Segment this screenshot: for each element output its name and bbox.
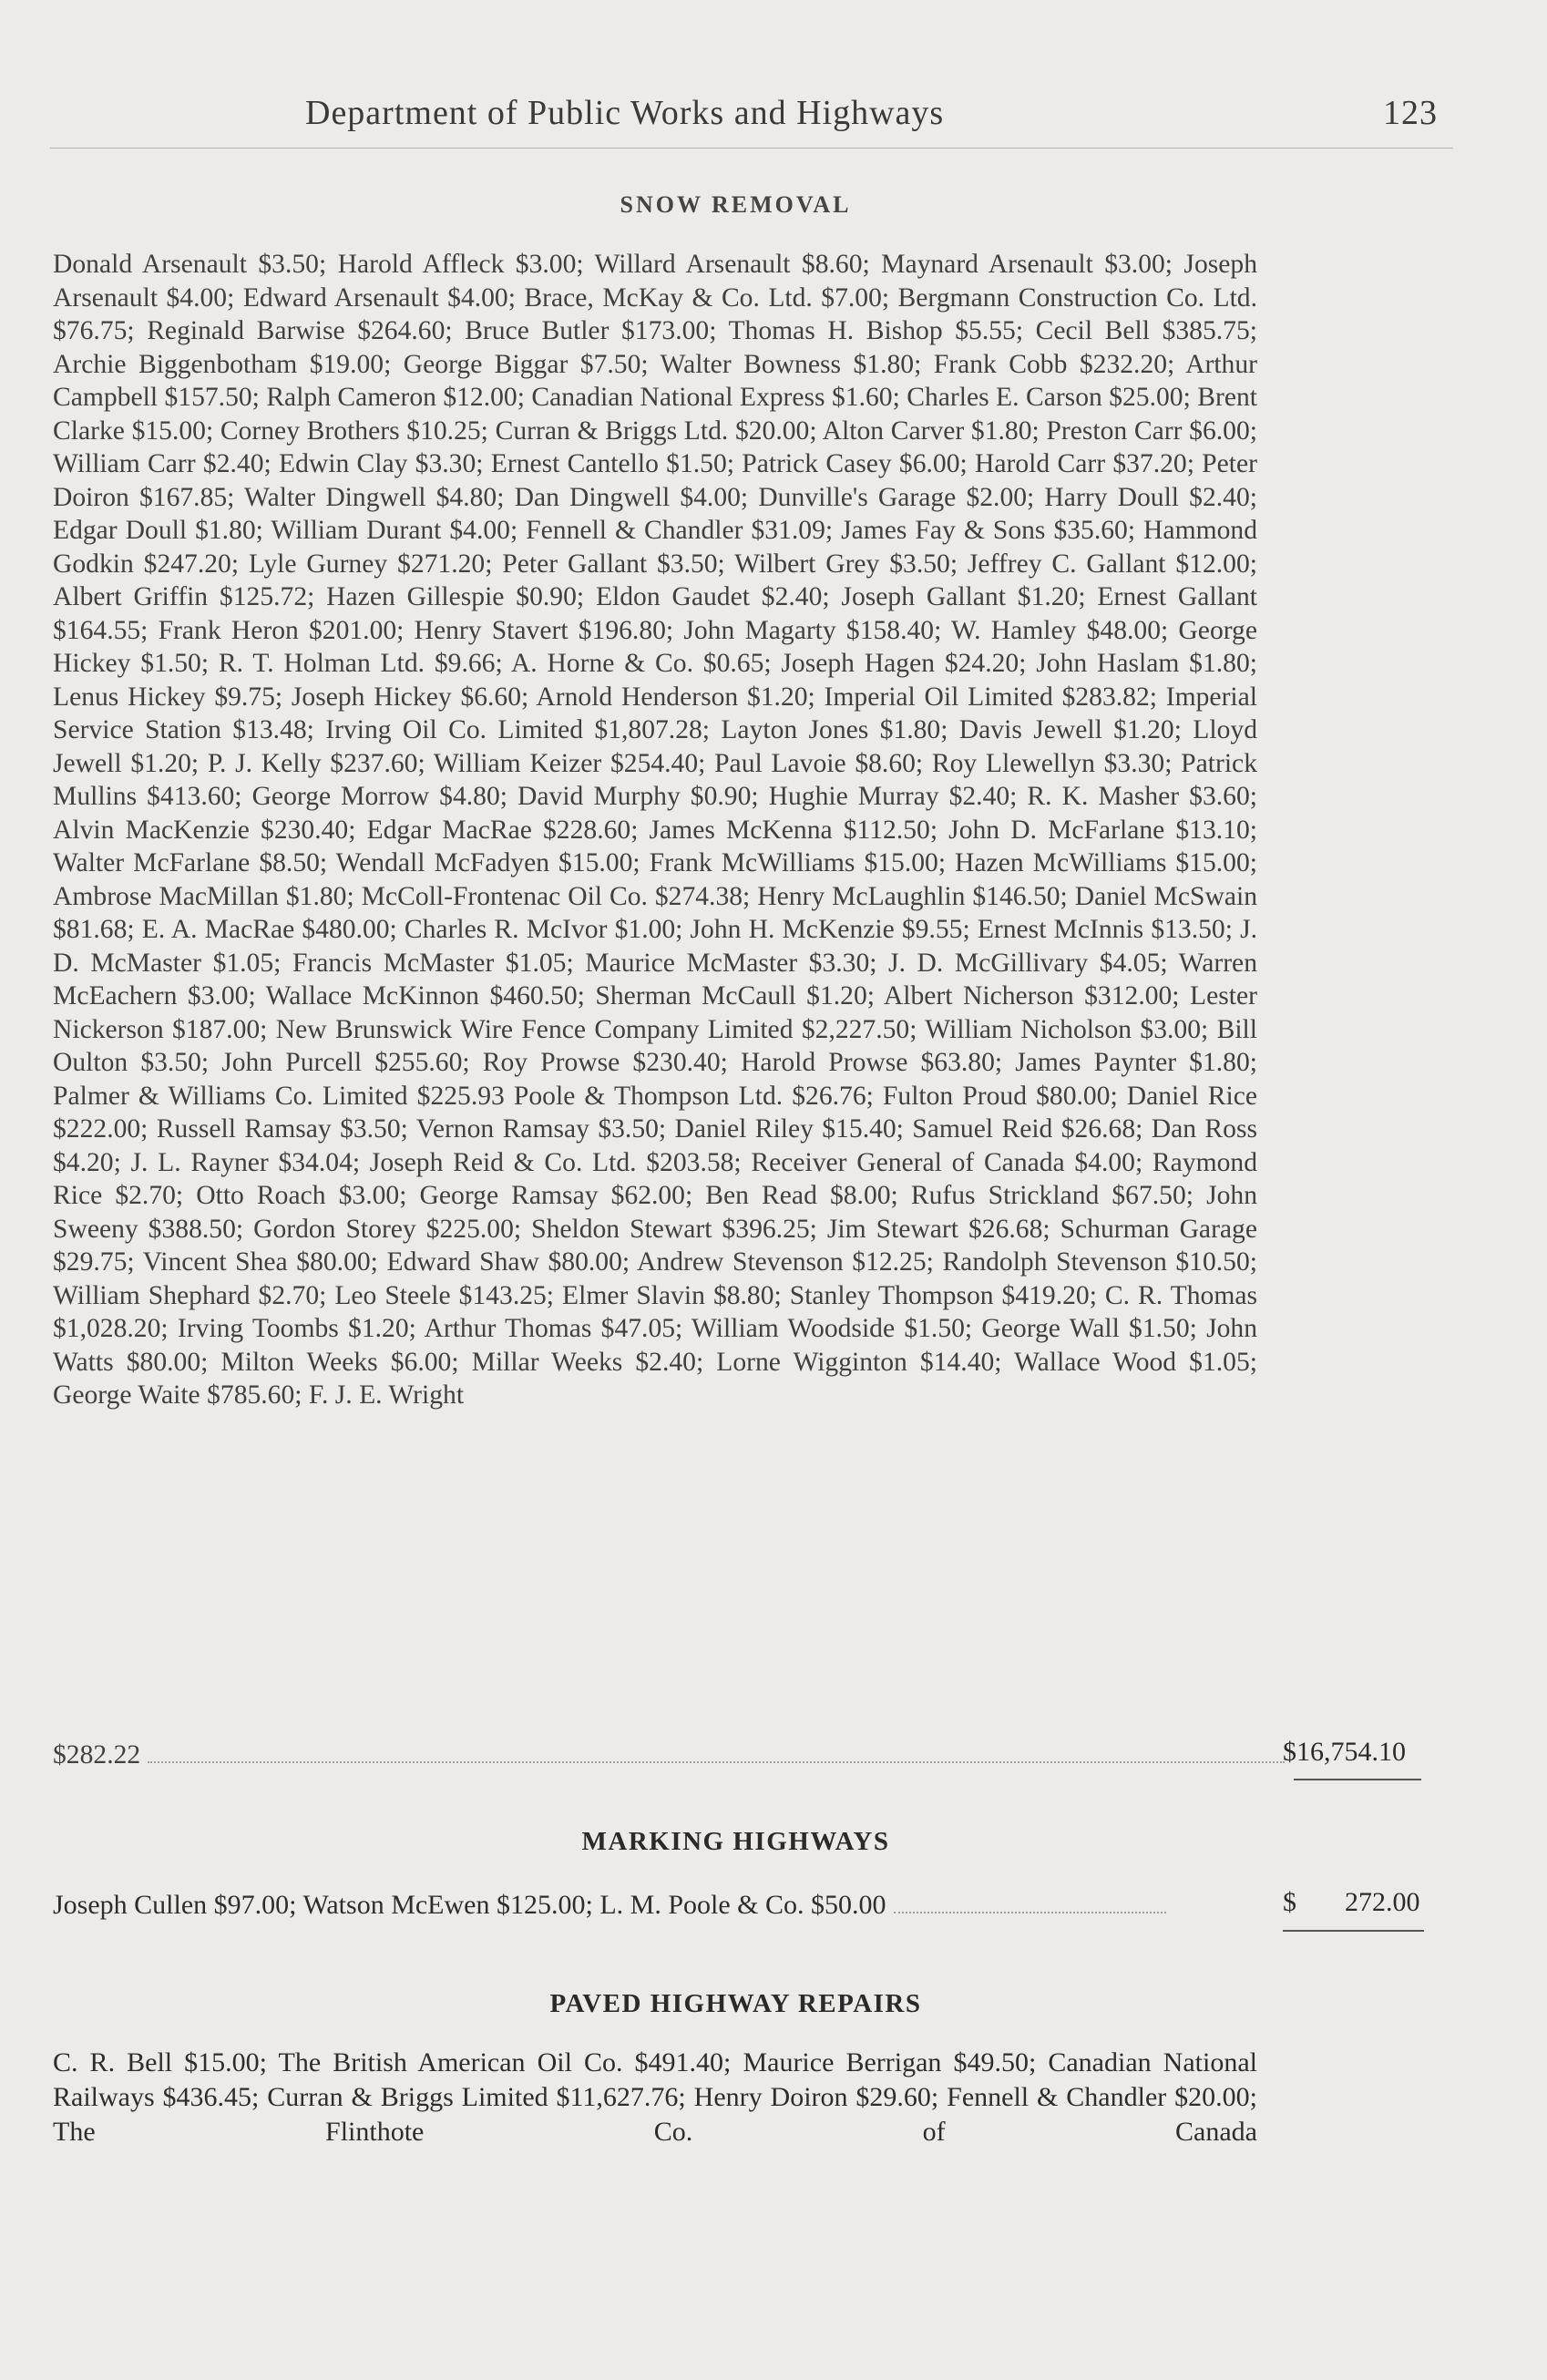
section-heading-marking-highways: MARKING HIGHWAYS xyxy=(581,1827,890,1856)
snow-removal-entries: Donald Arsenault $3.50; Harold Affleck $3.00; Willard Arsenault $8.60; Maynard Arsenault $3.00; Joseph Arsenault $4.00; Edward Arsenault $4.00; Brace, McKay & Co. Ltd. $7.00; Bergmann Construction Co. Ltd. $76.75; Reginald Barwise $264.60; Bruce Butler $173.00; Thomas H. Bishop $5.55; Cecil Bell $385.75; Archie Biggenbotham $19.00; George Biggar $7.50; Walter Bowness $1.80; Frank Cobb $232.20; Arthur Campbell $157.50; Ralph Cameron $12.00; Canadian National Express $1.60; Charles E. Carson $25.00; Brent Clarke $15.00; Corney Brothers $10.25; Curran & Briggs Ltd. $20.00; Alton Carver $1.80; Preston Carr $6.00; William Carr $2.40; Edwin Clay $3.30; Ernest Cantello $1.50; Patrick Casey $6.00; Harold Carr $37.20; Peter Doiron $167.85; Walter Dingwell $4.80; Dan Dingwell $4.00; Dunville's Garage $2.00; Harry Doull $2.40; Edgar Doull $1.80; William Durant $4.00; Fennell & Chandler $31.09; James Fay & Sons $35.60; Hammond Godkin $247.20; Lyle Gurney $271.20; Peter Gallant $3.50; Wilbert Grey $3.50; Jeffrey C. Gallant $12.00; Albert Griffin $125.72; Hazen Gillespie $0.90; Eldon Gaudet $2.40; Joseph Gallant $1.20; Ernest Gallant $164.55; Frank Heron $201.00; Henry Stavert $196.80; John Magarty $158.40; W. Hamley $48.00; George Hickey $1.50; R. T. Holman Ltd. $9.66; A. Horne & Co. $0.65; Joseph Hagen $24.20; John Haslam $1.80; Lenus Hickey $9.75; Joseph Hickey $6.60; Arnold Henderson $1.20; Imperial Oil Limited $283.82; Imperial Service Station $13.48; Irving Oil Co. Limited $1,807.28; Layton Jones $1.80; Davis Jewell $1.20; Lloyd Jewell $1.20; P. J. Kelly $237.60; William Keizer $254.40; Paul Lavoie $8.60; Roy Llewellyn $3.30; Patrick Mullins $413.60; George Morrow $4.80; David Murphy $0.90; Hughie Murray $2.40; R. K. Masher $3.60; Alvin MacKenzie $230.40; Edgar MacRae $228.60; James McKenna $112.50; John D. McFarlane $13.10; Walter McFarlane $8.50; Wendall McFadyen $15.00; Frank McWilliams $15.00; Hazen McWilliams $15.00; Ambrose MacMillan $1.80; McColl-Frontenac Oil Co. $274.38; Henry McLaughlin $146.50; Daniel McSwain $81.68; E. A. MacRae $480.00; Charles R. McIvor $1.00; John H. McKenzie $9.55; Ernest McInnis $13.50; J. D. McMaster $1.05; Francis McMaster $1.05; Maurice McMaster $3.30; J. D. McGillivary $4.05; Warren McEachern $3.00; Wallace McKinnon $460.50; Sherman McCaull $1.20; Albert Nicherson $312.00; Lester Nickerson $187.00; New Brunswick Wire Fence Company Limited $2,227.50; William Nicholson $3.00; Bill Oulton $3.50; John Purcell $255.60; Roy Prowse $230.40; Harold Prowse $63.80; James Paynter $1.80; Palmer & Williams Co. Limited $225.93 Poole & Thompson Ltd. $26.76; Fulton Proud $80.00; Daniel Rice $222.00; Russell Ramsay $3.50; Vernon Ramsay $3.50; Daniel Riley $15.40; Samuel Reid $26.68; Dan Ross $4.20; J. L. Rayner $34.04; Joseph Reid & Co. Ltd. $203.58; Receiver General of Canada $4.00; Raymond Rice $2.70; Otto Roach $3.00; George Ramsay $62.00; Ben Read $8.00; Rufus Strickland $67.50; John Sweeny $388.50; Gordon Storey $225.00; Sheldon Stewart $396.25; Jim Stewart $26.68; Schurman Garage $29.75; Vincent Shea $80.00; Edward Shaw $80.00; Andrew Stevenson $12.25; Randolph Stevenson $10.50; William Shephard $2.70; Leo Steele $143.25; Elmer Slavin $8.80; Stanley Thompson $419.20; C. R. Thomas $1,028.20; Irving Toombs $1.20; Arthur Thomas $47.05; William Woodside $1.50; George Wall $1.50; John Watts $80.00; Milton Weeks $6.00; Millar Weeks $2.40; Lorne Wigginton $14.40; Wallace Wood $1.05; George Waite $785.60; F. J. E. Wright xyxy=(53,250,1257,1410)
snow-removal-total: $16,754.10 xyxy=(1283,1737,1406,1767)
total-rule xyxy=(1294,1779,1421,1780)
dot-leader xyxy=(894,1895,1166,1913)
paved-highway-repairs-entries: C. R. Bell $15.00; The British American Oil Co. $491.40; Maurice Berrigan $49.50; Canadian National Railways $436.45; Curran & Briggs Limited $11,627.76; Henry Doiron $29.60; Fennell & Chandler $20.00; The Flinthote Co. of Canada xyxy=(53,2047,1257,2147)
dot-leader xyxy=(148,1745,1285,1763)
section-heading-snow-removal: SNOW REMOVAL xyxy=(620,191,852,218)
total-rule xyxy=(1283,1930,1424,1932)
page-number: 123 xyxy=(1383,94,1438,132)
marking-highways-dollar-sign: $ xyxy=(1283,1887,1296,1917)
marking-highways-total: 272.00 xyxy=(1345,1887,1420,1917)
running-header xyxy=(305,93,1438,133)
snow-removal-last-entry: $282.22 xyxy=(53,1740,141,1770)
section-heading-paved-highway-repairs: PAVED HIGHWAY REPAIRS xyxy=(549,1989,922,2018)
marking-highways-entries xyxy=(53,1890,1173,1921)
running-title: Department of Public Works and Highways xyxy=(305,94,945,132)
snow-removal-last-line xyxy=(53,1740,1292,1770)
header-rule xyxy=(50,148,1453,149)
marking-highways-text: Joseph Cullen $97.00; Watson McEwen $125.00; L. M. Poole & Co. $50.00 xyxy=(53,1890,886,1920)
